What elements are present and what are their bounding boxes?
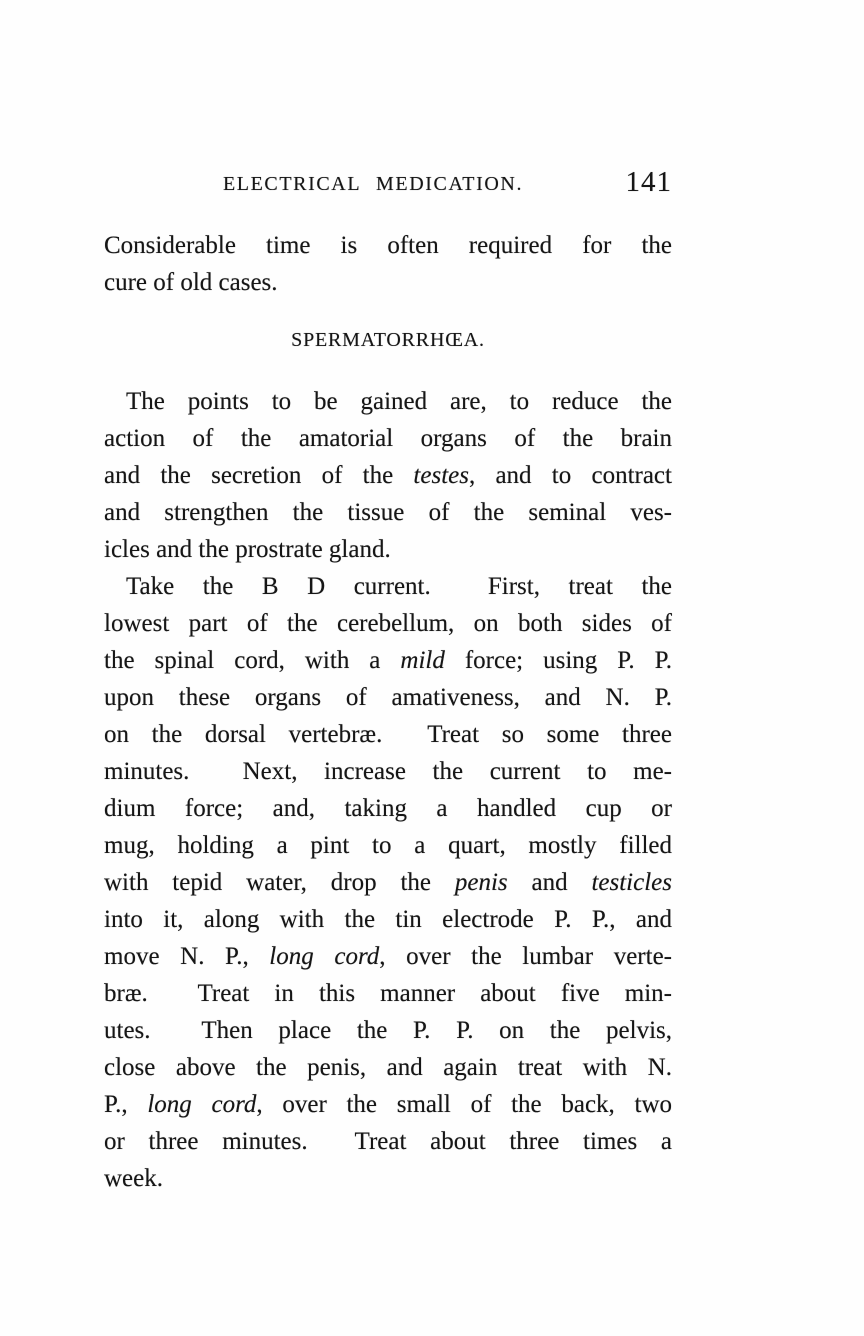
text-line <box>104 1049 672 1086</box>
italic-text: mild <box>400 647 445 674</box>
text-line <box>104 531 672 568</box>
text-line <box>104 457 672 494</box>
text-line <box>104 901 672 938</box>
text-line <box>104 938 672 975</box>
text-run: dium force; and, taking a handled cup or <box>104 795 672 822</box>
text-line <box>104 494 672 531</box>
italic-text: long cord <box>147 1091 257 1118</box>
paragraph <box>104 568 672 1197</box>
text-run: or three minutes. Treat about three times a <box>104 1128 672 1155</box>
text-run: force; using P. P. <box>444 647 672 674</box>
text-run: action of the amatorial organs of the brain <box>104 425 672 452</box>
italic-text: penis <box>454 869 508 896</box>
italic-text: long cord <box>269 943 380 970</box>
text-line <box>104 1012 672 1049</box>
text-line <box>104 864 672 901</box>
text-run: mug, holding a pint to a quart, mostly filled <box>104 832 672 859</box>
text-run: and <box>507 869 592 896</box>
text-run: into it, along with the tin electrode P. P., and <box>104 906 672 933</box>
text-line <box>104 827 672 864</box>
text-run: P., <box>104 1091 148 1118</box>
text-line <box>104 568 672 605</box>
text-run: lowest part of the cerebellum, on both sides of <box>104 610 672 637</box>
text-run: and strengthen the tissue of the seminal ves- <box>104 499 672 526</box>
text-column <box>104 167 672 1197</box>
section-heading: SPERMATORRHŒA. <box>291 329 485 351</box>
text-line <box>104 716 672 753</box>
text-run: Take the B D current. First, treat the <box>126 573 672 600</box>
text-line <box>104 605 672 642</box>
text-run: upon these organs of amativeness, and N. P. <box>104 684 672 711</box>
text-run: , over the lumbar verte- <box>379 943 672 970</box>
text-line <box>104 1086 672 1123</box>
text-line <box>104 975 672 1012</box>
running-header <box>104 167 672 197</box>
text-run: move N. P., <box>104 943 270 970</box>
text-line <box>104 420 672 457</box>
italic-text: testes <box>413 462 469 489</box>
text-line <box>104 264 672 301</box>
page-body <box>104 227 672 1197</box>
text-run: cure of old cases. <box>104 269 278 296</box>
text-line <box>104 679 672 716</box>
paragraph <box>104 383 672 568</box>
text-run: minutes. Next, increase the current to me- <box>104 758 672 785</box>
page-number: 141 <box>625 166 672 198</box>
text-run: bræ. Treat in this manner about five min- <box>104 980 672 1007</box>
running-header-title: ELECTRICAL MEDICATION. <box>222 173 524 195</box>
text-run: week. <box>104 1165 163 1192</box>
text-run: icles and the prostrate gland. <box>104 536 391 563</box>
text-run: on the dorsal vertebræ. Treat so some three <box>104 721 672 748</box>
paragraph <box>104 227 672 301</box>
text-line <box>104 1123 672 1160</box>
text-run: the spinal cord, with a <box>104 647 401 674</box>
italic-text: testicles <box>591 869 672 896</box>
text-run: , over the small of the back, two <box>256 1091 672 1118</box>
text-run: with tepid water, drop the <box>104 869 455 896</box>
text-run: utes. Then place the P. P. on the pelvis, <box>104 1017 672 1044</box>
text-run: close above the penis, and again treat with N. <box>104 1054 672 1081</box>
text-line <box>104 227 672 264</box>
text-line <box>104 790 672 827</box>
text-line <box>104 383 672 420</box>
text-run: , and to contract <box>468 462 672 489</box>
text-line <box>104 1160 672 1197</box>
text-line <box>104 642 672 679</box>
text-run: The points to be gained are, to reduce the <box>126 388 672 415</box>
text-run: Considerable time is often required for the <box>104 232 672 259</box>
text-line <box>104 753 672 790</box>
text-run: and the secretion of the <box>104 462 414 489</box>
